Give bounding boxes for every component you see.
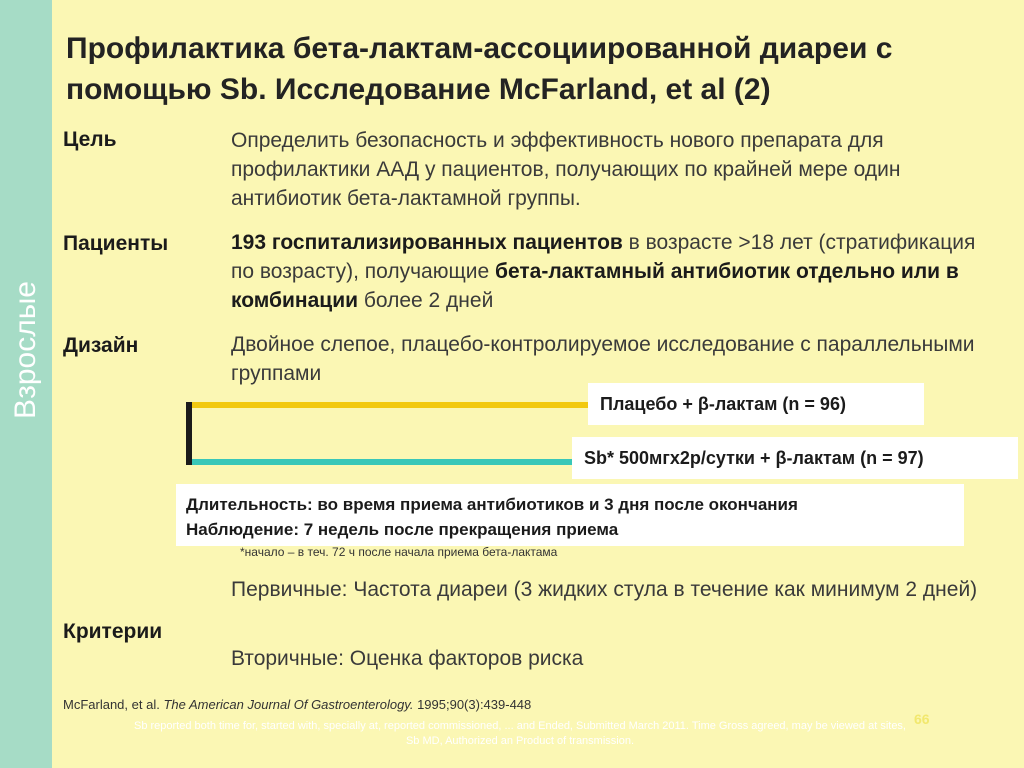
- patients-antibiotic: бета-лактамный антибиотик отдельно или в комбинации: [231, 260, 959, 312]
- duration-text: Длительность: во время приема антибиотиков и 3 дня после окончания: [186, 495, 798, 514]
- patients-count: 193 госпитализированных пациентов: [231, 231, 623, 254]
- design-text: Двойное слепое, плацебо-контролируемое исследование с параллельными группами: [231, 333, 975, 385]
- sidebar-label-text: Взрослые: [9, 281, 43, 419]
- placebo-arm-box: [588, 383, 924, 425]
- slide-title: Профилактика бета-лактам-ассоциированной диареи с помощью Sb. Исследование McFarland, et al (2): [66, 32, 893, 106]
- reference-authors: McFarland, et al.: [63, 697, 164, 712]
- sb-arm-line: [186, 459, 572, 465]
- reference: [63, 697, 531, 712]
- criteria-label: Критерии: [63, 620, 163, 643]
- duration-box: [176, 484, 964, 546]
- patients-duration: более 2 дней: [358, 289, 494, 312]
- design-label: Дизайн: [63, 334, 139, 357]
- sb-arm-label: Sb* 500мгх2р/сутки + β-лактам (n = 97): [584, 447, 924, 468]
- goal-text: Определить безопасность и эффективность нового препарата для профилактики ААД у пациентов, получающих по крайней мере один антибиотик бета-лактамной группы.: [231, 129, 901, 210]
- reference-details: 1995;90(3):439-448: [413, 697, 532, 712]
- sb-arm-box: [572, 437, 1018, 479]
- footnote: *начало – в теч. 72 ч после начала приема бета-лактама: [240, 545, 558, 559]
- criteria-secondary: Вторичные: Оценка факторов риска: [231, 647, 584, 670]
- patients-age: в возрасте >18 лет (стратификация по возрасту), получающие: [231, 231, 976, 283]
- goal-label: Цель: [63, 128, 117, 151]
- observation-text: Наблюдение: 7 недель после прекращения приема: [186, 520, 619, 539]
- reference-journal: The American Journal Of Gastroenterology.: [163, 697, 414, 712]
- placebo-arm-label: Плацебо + β-лактам (n = 96): [600, 393, 846, 414]
- patients-label: Пациенты: [63, 232, 169, 255]
- page-number: 66: [914, 711, 930, 727]
- sidebar: [0, 0, 52, 768]
- placebo-arm-line: [186, 402, 588, 408]
- criteria-primary: Первичные: Частота диареи (3 жидких стула в течение как минимум 2 дней): [231, 578, 978, 601]
- randomization-bracket: [186, 402, 192, 465]
- disclaimer: Sb reported both time for, started with, specially at, reported commissioned, ... and Ended, Submitted March 2011. Time Gross agreed, may be viewed at sites, Sb MD, Authorized an Product of transmission.: [133, 720, 906, 747]
- patients-text: [231, 228, 991, 315]
- sidebar-label: [2, 250, 50, 450]
